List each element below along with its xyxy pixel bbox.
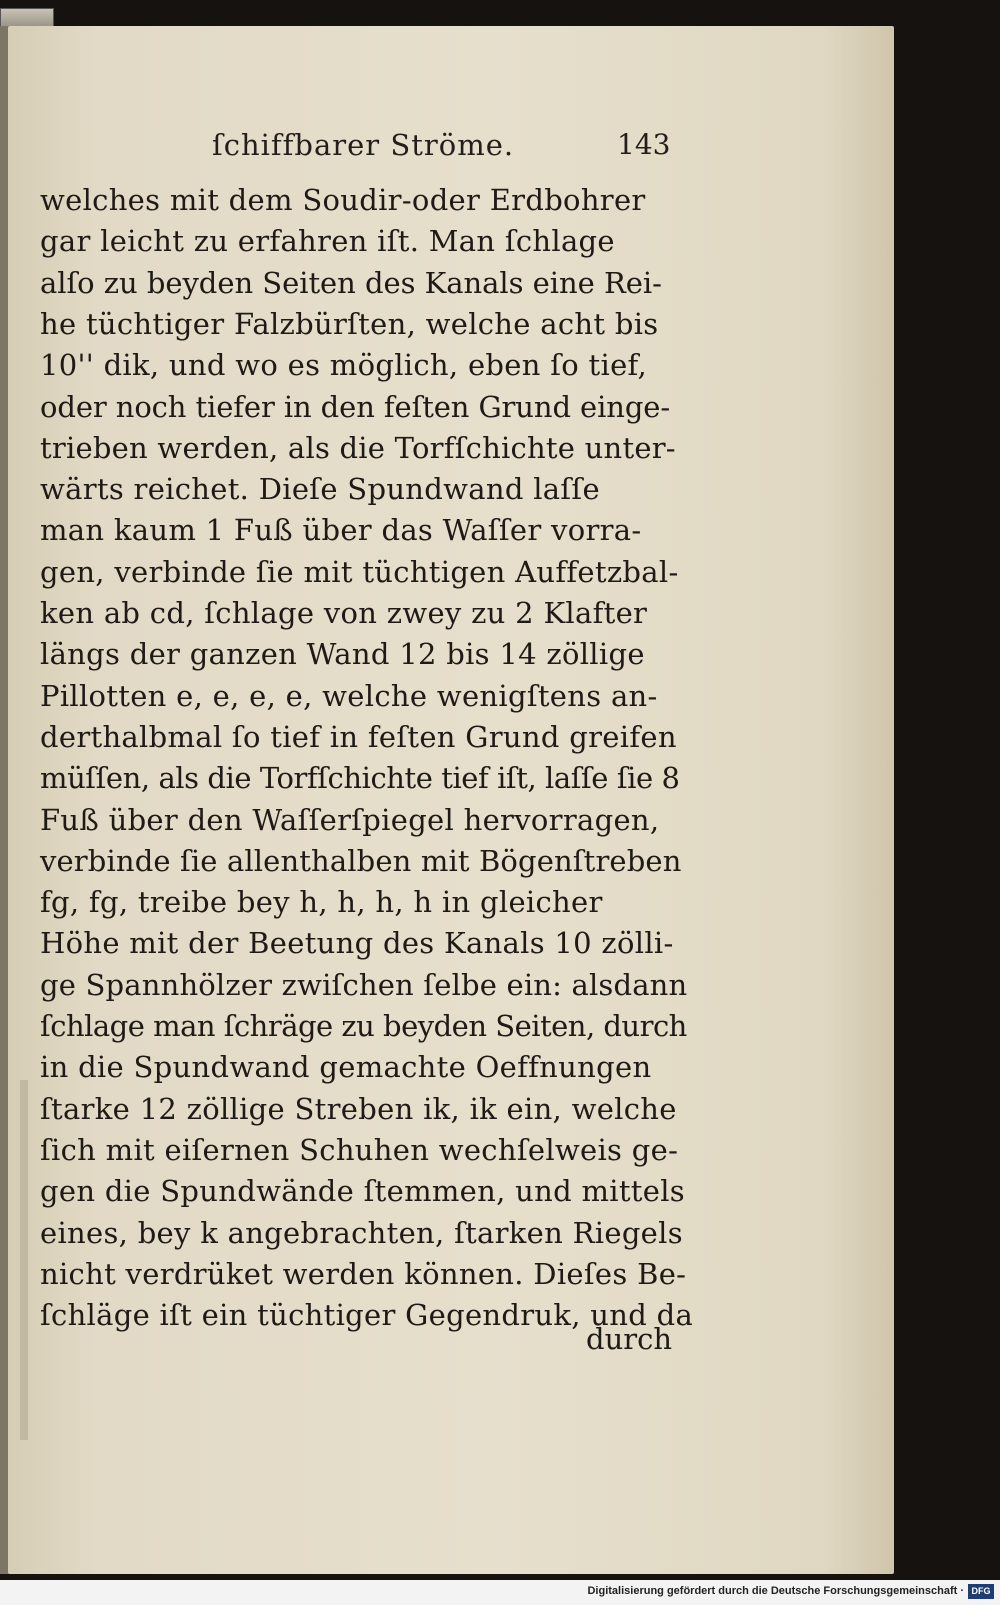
text-line: gar leicht zu erfahren iſt. Man ſchlage bbox=[40, 224, 615, 259]
text-line: müſſen, als die Torfſchichte tief iſt, laſſe ſie 8 bbox=[40, 761, 680, 796]
text-line: man kaum 1 Fuß über das Waſſer vorra- bbox=[40, 513, 642, 548]
text-line: Höhe mit der Beetung des Kanals 10 zölli- bbox=[40, 926, 674, 961]
text-line: gen die Spundwände ſtemmen, und mittels bbox=[40, 1174, 685, 1209]
text-line: gen, verbinde ſie mit tüchtigen Auffetzbal- bbox=[40, 554, 679, 589]
text-line: trieben werden, als die Torfſchichte unter- bbox=[40, 430, 676, 465]
page-stain bbox=[20, 1080, 28, 1440]
footer-bar bbox=[0, 1580, 1000, 1605]
text-line: ſchlage man ſchräge zu beyden Seiten, durch bbox=[40, 1009, 687, 1043]
dfg-logo: DFG bbox=[968, 1584, 994, 1599]
text-line: he tüchtiger Falzbürſten, welche acht bis bbox=[40, 306, 659, 341]
catchword: durch bbox=[586, 1322, 673, 1356]
text-line: in die Spundwand gemachte Oeffnungen bbox=[40, 1050, 652, 1085]
text-line: ge Spannhölzer zwiſchen ſelbe ein: alsdann bbox=[40, 967, 688, 1002]
text-line: derthalbmal ſo tief in feſten Grund greifen bbox=[40, 719, 677, 754]
text-line: fg, fg, treibe bey h, h, h, h in gleicher bbox=[40, 885, 603, 920]
text-line: eines, bey k angebrachten, ſtarken Riegels bbox=[40, 1215, 683, 1250]
text-line: längs der ganzen Wand 12 bis 14 zöllige bbox=[40, 637, 645, 672]
running-head-title: ſchiffbarer Ströme. bbox=[212, 128, 515, 162]
running-head bbox=[0, 128, 1000, 168]
text-line: ſtarke 12 zöllige Streben ik, ik ein, welche bbox=[40, 1091, 677, 1126]
text-line: alſo zu beyden Seiten des Kanals eine Rei- bbox=[40, 265, 662, 300]
page-number: 143 bbox=[617, 128, 671, 161]
text-line: ſich mit eiſernen Schuhen wechſelweis ge- bbox=[40, 1132, 679, 1167]
text-line: oder noch tiefer in den feſten Grund einge- bbox=[40, 389, 671, 424]
footer-credit: Digitalisierung gefördert durch die Deutsche Forschungsgemeinschaft · bbox=[587, 1585, 964, 1597]
text-line: ken ab cd, ſchlage von zwey zu 2 Klafter bbox=[40, 596, 648, 630]
text-line: verbinde ſie allenthalben mit Bögenſtreben bbox=[40, 843, 682, 878]
text-line: welches mit dem Soudir-oder Erdbohrer bbox=[40, 183, 646, 217]
text-line: 10'' dik, und wo es möglich, eben ſo tief, bbox=[40, 348, 648, 383]
text-line: wärts reichet. Dieſe Spundwand laſſe bbox=[40, 472, 600, 507]
text-line: Fuß über den Waſſerſpiegel hervorragen, bbox=[40, 802, 660, 837]
text-line: Pillotten e, e, e, e, welche wenigſtens an- bbox=[40, 678, 658, 713]
text-line: ſchläge iſt ein tüchtiger Gegendruk, und da bbox=[40, 1298, 694, 1333]
text-line: nicht verdrüket werden können. Dieſes Be- bbox=[40, 1256, 687, 1291]
